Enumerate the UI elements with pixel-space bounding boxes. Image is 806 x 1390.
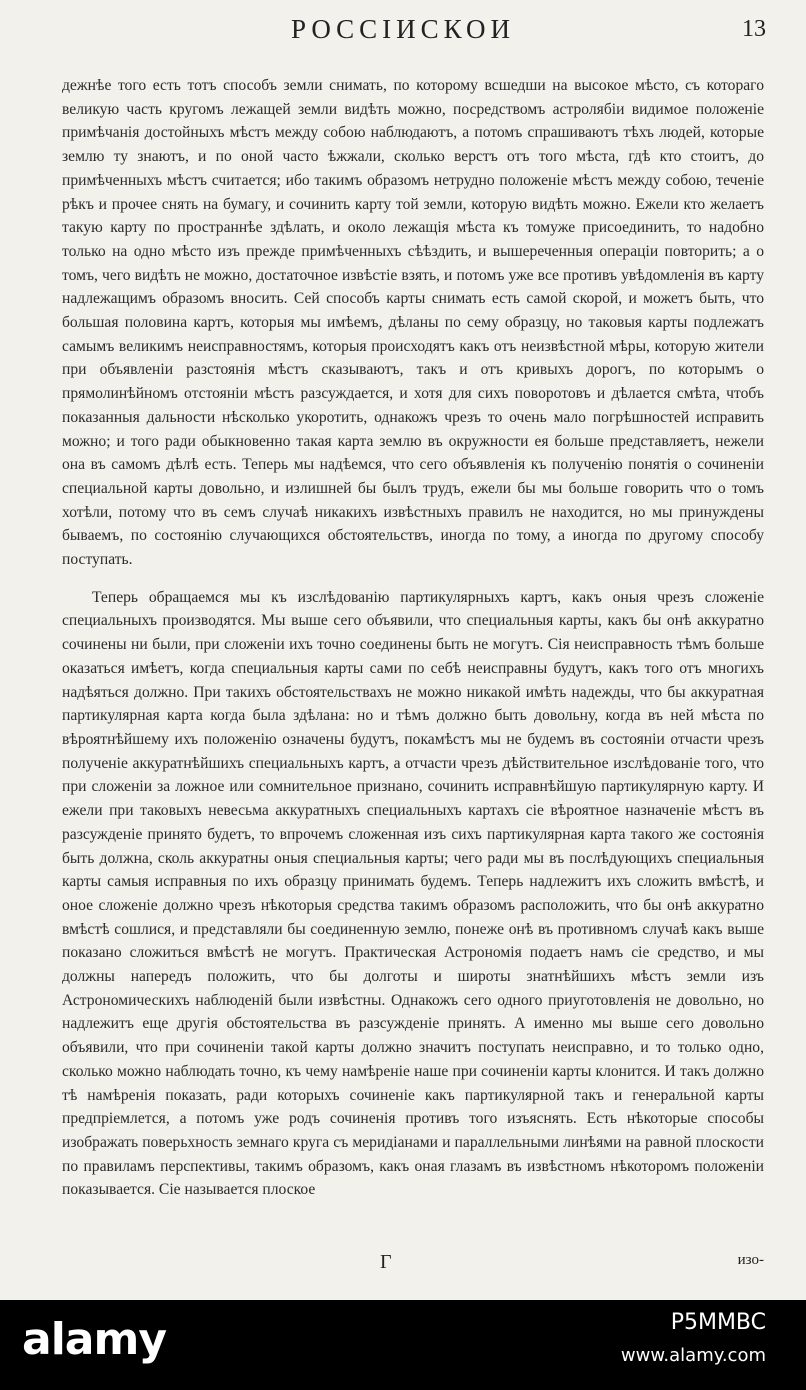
alamy-logo: alamy — [22, 1314, 166, 1365]
signature-mark: Г — [380, 1251, 392, 1273]
body-text — [62, 74, 764, 1202]
page-number: 13 — [742, 16, 766, 42]
watermark-url: www.alamy.com — [620, 1345, 766, 1366]
paragraph-1: дежнѣе того есть тотъ способъ земли снимать, по которому всшедши на высокое мѣсто, съ котораго великую часть кругомъ лежащей земли видѣть можно, посредствомъ астролябiи видимое положенiе примѣчанiя достойныхъ мѣстъ между собою наблюдаютъ, а потомъ спрашиваютъ тѣхъ людей, которые землю ту знаютъ, и по оной часто ѣжжали, сколько верстъ отъ того мѣста, гдѣ кто стоитъ, до примѣченныхъ мѣстъ считается; ибо такимъ образомъ нетрудно положенiе мѣстъ между собою, теченiе рѣкъ и прочее снять на бумагу, и сочинить карту той земли, которую видѣть можно. Ежели кто желаетъ такую карту по пространнѣе здѣлать, и около лежащiя мѣста къ томуже присоединить, то надобно только на одно мѣсто изъ прежде примѣченныхъ сѣѣздить, и вышереченныя операцiи повторить; а о томъ, чего видѣть не можно, достаточное извѣстiе взять, и потомъ уже все противъ увѣдомленiя въ карту надлежащимъ образомъ вносить. Сей способъ карты снимать есть самой скорой, и можетъ быть, что большая половина картъ, которыя мы имѣемъ, дѣланы по сему образцу, но таковыя карты подлежатъ самымъ великимъ неисправностямъ, которыя происходятъ какъ отъ неизвѣстной мѣры, которую жители при объявленiи разстоянiя мѣстъ сказываютъ, такъ и отъ кривыхъ дорогъ, по которымъ о прямолинѣйномъ отстоянiи мѣстъ разсуждается, и хотя для сихъ поворотовъ и дѣлается смѣта, чтобъ показанныя дальности нѣсколько укоротить, однакожъ чрезъ то очень мало погрѣшностей исправить можно; и того ради обыкновенно такая карта землю въ окружности ея больше представляетъ, нежели она въ самомъ дѣлѣ есть. Теперь мы надѣемся, что сего объявленiя къ полученiю понятiя о сочиненiи специальной карты довольно, и излишней бы былъ трудъ, ежели бы мы больше говорить что о томъ хотѣли, потому что въ семъ случаѣ никакихъ извѣстныхъ правилъ не находится, но мы принуждены бываемъ, по состоянiю случающихся обстоятельствъ, иногда по тому, а иногда по другому способу поступать. — [62, 77, 764, 569]
running-head: РОССIИСКОИ — [290, 14, 516, 44]
image-id-label: P5MMBC — [670, 1310, 766, 1335]
paragraph-2: Теперь обращаемся мы къ изслѣдованiю партикулярныхъ картъ, какъ оныя чрезъ сложенiе специальныхъ производятся. Мы выше сего объявили, что специальныя карты, какъ бы онѣ аккуратно сочинены ни были, при сложенiи ихъ точно соединены быть не могутъ. Сiя неисправность тѣмъ больше оказаться имѣетъ, когда специальныя карты сами по себѣ неисправны будутъ, какъ того отъ многихъ надѣяться должно. При такихъ обстоятельствахъ не можно никакой имѣть надежды, что бы аккуратная партикулярная карта когда была здѣлана: но и тѣмъ должно быть довольну, когда въ ней мѣста по вѣроятнѣйшему ихъ положенiю означены будутъ, покамѣстъ мы не будемъ въ состоянiи отчасти чрезъ полученiе аккуратнѣйшихъ специальныхъ картъ, а отчасти чрезъ дѣйствительное изслѣдованiе того, что при сложенiи за ложное или сомнительное признано, сочинить исправнѣйшую партикулярную карту. И ежели при таковыхъ невесьма аккуратныхъ специальныхъ картахъ сiе вѣроятное назначенiе мѣстъ въ разсужденiе принято будетъ, то впрочемъ сложенная изъ сихъ партикулярная карта такого же состоянiя быть должна, сколь аккуратны оныя специальныя карты; чего ради мы въ послѣдующихъ специальныя карты самыя исправныя по ихъ образцу принимать будемъ. Теперь надлежитъ ихъ сложить вмѣстѣ, и оное сложенiе должно чрезъ нѣкоторыя средства такимъ образомъ расположить, что бы онѣ аккуратно вмѣстѣ сошлися, и представляли бы соединенную землю, понеже онѣ въ противномъ случаѣ какъ выше показано сложиться вмѣстѣ не могутъ. Практическая Астрономiя подаетъ намъ сiе средство, и мы должны напередъ положить, что бы долготы и широты знатнѣйшихъ мѣстъ земли изъ Астрономическихъ наблюденiй были извѣстны. Однакожъ сего одного приуготовленiя не довольно, но надлежитъ еще другiя обстоятельства въ разсужденiе принять. А именно мы выше сего довольно объявили, что при сочиненiи такой карты должно значитъ поступать неисправно, и то только одно, сколько можно наблюдать точно, къ чему намѣренiе наше при сочиненiи карты клонится. И такъ должно тѣ намѣренiя показать, ради которыхъ сочиненiе какъ партикулярной такъ и генеральной карты предпрiемлется, а потомъ уже родъ сочиненiя противъ того изъяснять. Есть нѣкоторые способы изображать поверьхность земнаго круга съ меридiанами и параллельными линѣями на равной плоскости по правиламъ перспективы, такимъ образомъ, какъ оная глазамъ въ извѣстномъ нѣкоторомъ положенiи показывается. Сiе называется плоское — [62, 588, 764, 1199]
catchword: изо- — [737, 1252, 764, 1268]
